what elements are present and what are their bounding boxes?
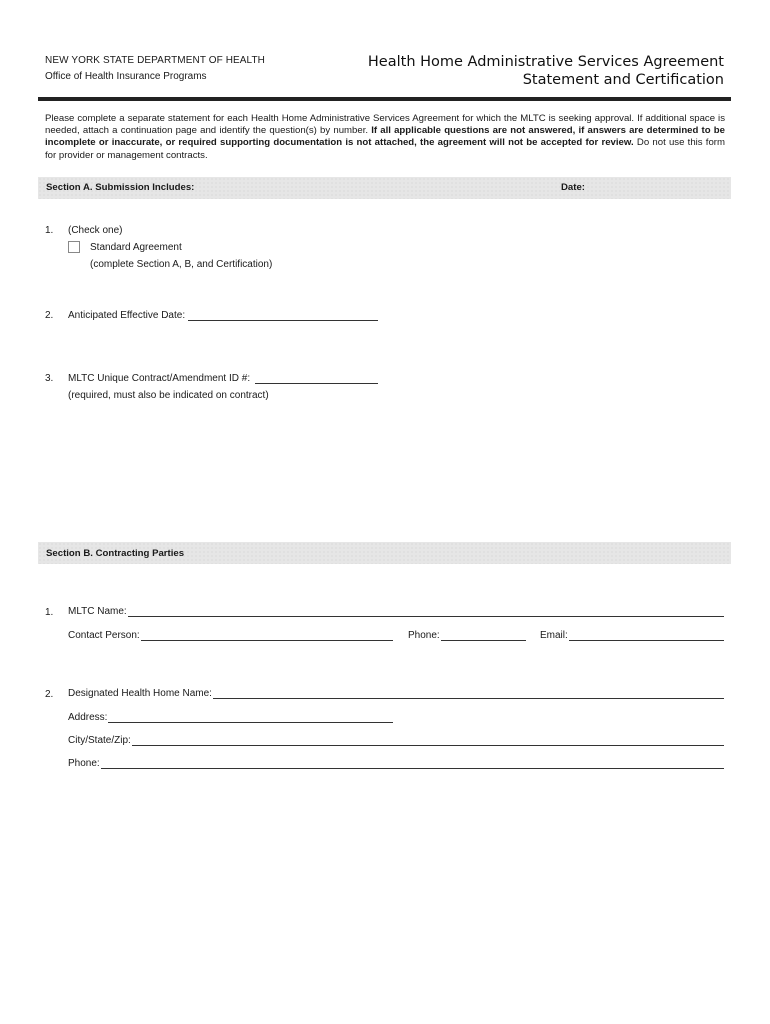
- effective-date-label: Anticipated Effective Date:: [68, 310, 186, 321]
- phone-field[interactable]: [441, 630, 526, 641]
- section-a-header: [38, 177, 731, 199]
- standard-agreement-checkbox[interactable]: [68, 241, 80, 253]
- form-title-line1: Health Home Administrative Services Agreement: [367, 54, 724, 70]
- health-home-name-row: [68, 688, 724, 699]
- address-label: Address:: [68, 712, 108, 723]
- agency-name: NEW YORK STATE DEPARTMENT OF HEALTH: [45, 55, 266, 66]
- instructions-note: Do not use this form for provider or management contracts.: [45, 137, 725, 161]
- city-state-zip-label: City/State/Zip:: [68, 735, 131, 746]
- question-number: 1.: [45, 607, 54, 618]
- form-title-line2: Statement and Certification: [522, 72, 724, 88]
- mltc-name-field[interactable]: [128, 606, 724, 617]
- section-a-date-label: Date:: [561, 182, 585, 193]
- standard-agreement-label: Standard Agreement: [90, 242, 182, 253]
- section-a-title: Section A. Submission Includes:: [46, 182, 195, 193]
- email-label: Email:: [540, 630, 568, 641]
- contract-id-label: MLTC Unique Contract/Amendment ID #:: [68, 373, 251, 384]
- phone-label: Phone:: [408, 630, 440, 641]
- question-number: 3.: [45, 373, 54, 384]
- section-b-header: [38, 542, 731, 564]
- form-title: [368, 53, 724, 89]
- health-home-name-field[interactable]: [213, 688, 724, 699]
- contact-person-field[interactable]: [141, 630, 393, 641]
- question-number: 1.: [45, 225, 54, 236]
- check-one-label: (Check one): [68, 225, 123, 236]
- address-row: [68, 712, 393, 723]
- instructions-paragraph: [45, 113, 725, 162]
- question-number: 2.: [45, 310, 54, 321]
- mltc-name-row: [68, 606, 724, 617]
- instructions-text: Please complete a separate statement for each Health Home Administrative Services Agreement for which the MLTC is seeking approval. If additional space is needed, attach a continuation page and identify the question(s) by number.: [45, 113, 725, 137]
- contact-person-label: Contact Person:: [68, 630, 140, 641]
- email-field[interactable]: [569, 630, 724, 641]
- mltc-name-label: MLTC Name:: [68, 606, 127, 617]
- email-row: [540, 630, 724, 641]
- city-state-zip-row: [68, 735, 724, 746]
- contract-id-field[interactable]: [255, 372, 378, 384]
- question-number: 2.: [45, 689, 54, 700]
- standard-agreement-note: (complete Section A, B, and Certification): [90, 259, 273, 270]
- phone-row: [408, 630, 526, 641]
- contract-id-note: (required, must also be indicated on contract): [68, 390, 269, 401]
- section-b-title: Section B. Contracting Parties: [46, 548, 185, 559]
- address-field[interactable]: [108, 712, 393, 723]
- city-state-zip-field[interactable]: [132, 735, 724, 746]
- health-home-phone-field[interactable]: [101, 758, 724, 769]
- health-home-phone-label: Phone:: [68, 758, 100, 769]
- health-home-name-label: Designated Health Home Name:: [68, 688, 212, 699]
- effective-date-field[interactable]: [188, 309, 378, 321]
- header-divider: [38, 97, 731, 101]
- instructions-warning: If all applicable questions are not answered, if answers are determined to be incomplete or inaccurate, or required supporting documentation is not attached, the agreement will not be accepted for review.: [45, 125, 725, 149]
- contact-person-row: [68, 630, 393, 641]
- office-name: Office of Health Insurance Programs: [45, 71, 207, 82]
- health-home-phone-row: [68, 758, 724, 769]
